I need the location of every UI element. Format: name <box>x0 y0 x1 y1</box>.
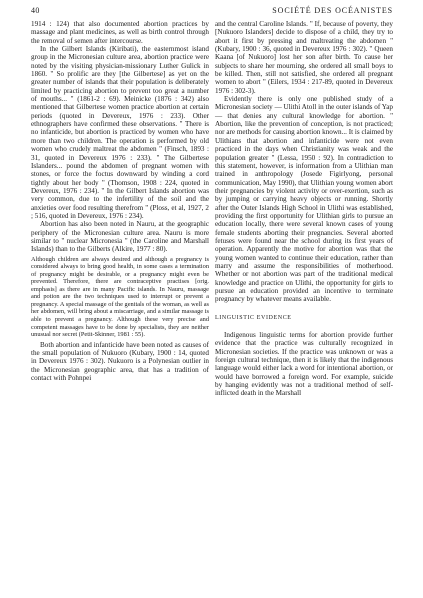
section-heading: LINGUISTIC EVIDENCE <box>215 314 292 321</box>
running-title: SOCIÉTÉ DES OCÉANISTES <box>272 6 393 15</box>
body-paragraph: In the Gilbert Islands (Kiribati), the easternmost island group in the Micronesian culture area, abortion practice were noted by the visiting physician-missionary Luther Gulick in 1860. " So prolific are they [the Gilbertese] as yet on the greater number of islands that their population is deliberately limited by practicing abortion to prevent too great a number of mouths... " (1861-2 : 69). Meinicke (1876 : 342) also mentioned that Gilbertese women practice abortion at certain periods (quoted in Devereux, 1976 : 233). Other ethnographers have confirmed these observations. " There is no infanticide, but abortion is practiced by women who have more than two children. The operation is performed by old women who crudely maltreat the abdomen " (Finsch, 1893 : 31, quoted in Devereux 1976 : 233). " The Gilbertese Islanders... pound the abdomen of pregnant women with stones, or force the foctus downward by winding a cord tightly about her body " (Thomson, 1908 : 224, quoted in Devereux, 1976 : 234). " In the Gilbert Islands abortion was very common, due to the infertility of the soil and the anxieties over food resulting therefrom " (Ploss, et al, 1927, 2 ; 516, quoted in Devereux, 1976 : 234). <box>31 45 209 220</box>
body-paragraph: Abortion has also been noted in Nauru, at the geographic periphery of the Micronesian culture area. Nauru is more similar to " nuclear Micronesia " (the Caroline and Marshall Islands) than to the Gilberts (Alkire, 1977 : 80). <box>31 220 209 254</box>
block-quote: Although children are always desired and although a pregnancy is considered always to bring good health, in some cases a termination of pregnancy might be desirable, or a pregnancy might even be prevented. Therefore, there are contraceptive practises [orig. emphasis] as there are in many Pacific islands. In Nauru, massage and potion are the two techniques used to interrupt or prevent a pregnancy. A special massage of the genitals of the woman, as well as her abdomen, will bring about a miscarriage, and a similar massage is able to prevent a pregnancy. Although these very precise and competent massages have to be done by specialists, they are neither unusual nor secret (Petit-Skinner, 1981 : 55). <box>31 255 209 339</box>
page-number: 40 <box>31 6 40 15</box>
page-header <box>31 6 393 20</box>
right-column <box>215 20 393 398</box>
body-paragraph: and the central Caroline Islands. " If, because of poverty, they [Nukuoro Islanders] decide to dispose of a child, they try to abort it first by pressing and maltreating the abdomen " (Kubary, 1900 : 36, quoted in Devereux 1976 : 302). " Queen Kaana [of Nukuoro] lost her son after birth. To cause her subjects to share her mourning, she ordered all small boys to be killed. Then, still not satisfied, she ordered all pregnant women to abort " (Eilers, 1934 : 217-89, quoted in Devereux 1976 : 302-3). <box>215 20 393 95</box>
body-paragraph: 1914 : 124) that also documented abortion practices by massage and plant medicines, as well as birth control through the removal of semen after intercourse. <box>31 20 209 45</box>
body-paragraph: Indigenous linguistic terms for abortion provide further evidence that the practice was culturally recognized in Micronesian societies. If the practice was unknown or was a foreign cultural technique, then it is likely that the indigenous language would either lack a word for intentional abortion, or would have borrowed a foreign word. For example, suicide by hanging evidently was not a traditional method of self-inflicted death in the Marshall <box>215 331 393 398</box>
body-paragraph: Both abortion and infanticide have been noted as causes of the small population of Nukuoro (Kubary, 1900 : 14, quoted in Devereux 1976 : 302). Nukuoro is a Polynesian outlier in the Micronesian geographic area, that has a tradition of contact with Pohnpei <box>31 340 209 383</box>
left-column <box>31 20 209 382</box>
body-paragraph: Evidently there is only one published study of a Micronesian society — Ulithi Atoll in the outer islands of Yap — that denies any cultural knowledge for abortion. " Abortion, like the prevention of conception, is not practiced; nor are methods for causing abortion known... It is claimed by Ulithians that abortion and infanticide were not even practiced in the days when Christianity was weak and the population greater " (Lessa, 1950 : 92). In contradiction to this statement, however, is information from a Ulithian man trained in anthropology (Josede Figirlyong, personal communication, May 1990), that Ulithian young women abort their pregnancies by violent activity or over-exertion, such as by jumping or carrying heavy objects or running. Shortly after the Outer Islands High School in Ulithi was established, providing the first opportunity for Ulithian girls to pursue an education locally, there were several known cases of young female students aborting their pregnancies. Several aborted fetuses were found near the school during its first years of operation. Apparently the motive for abortion was that the young women wanted to continue their education, rather than marry and assume the responsibilities of motherhood. Whether or not abortion was part of the traditional medical knowledge and practice on Ulithi, the opportunity for girls to pursue an education provided an incentive to terminate pregnancy by whatever means available. <box>215 95 393 304</box>
